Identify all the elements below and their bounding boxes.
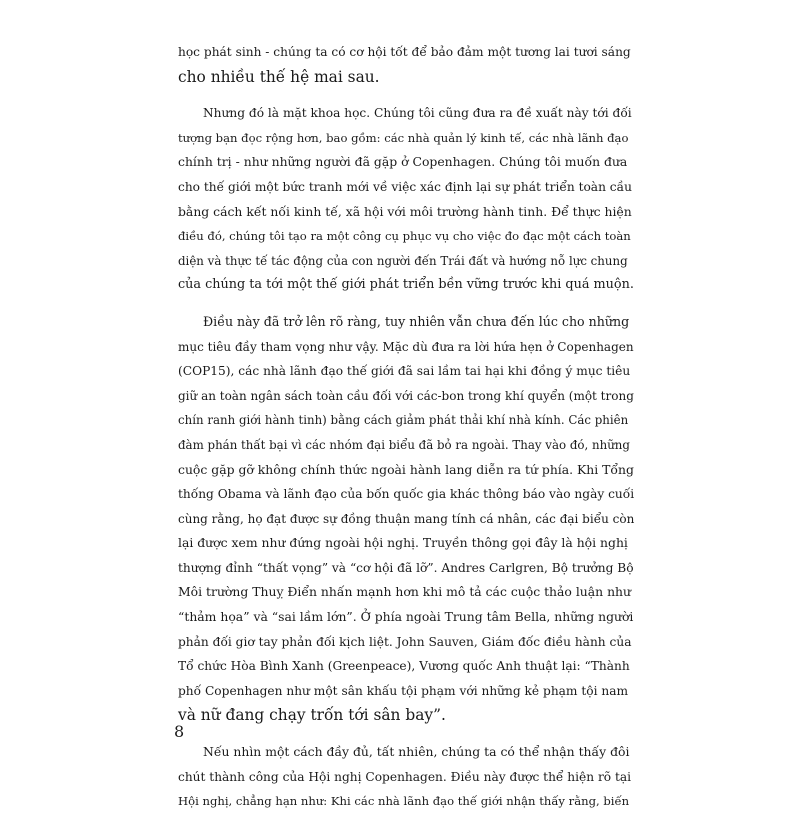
- body-text: [178, 40, 634, 814]
- text-line: cuộc gặp gỡ không chính thức ngoài hành lang diễn ra tứ phía. Khi Tổng: [178, 461, 634, 477]
- text-line: bằng cách kết nối kinh tế, xã hội với môi trường hành tinh. Để thực hiện: [178, 203, 632, 219]
- text-line: điều đó, chúng tôi tạo ra một công cụ phục vụ cho việc đo đạc một cách toàn: [178, 229, 631, 244]
- text-line: cho thế giới một bức tranh mới về việc xác định lại sự phát triển toàn cầu: [178, 179, 632, 194]
- text-line: Hội nghị, chẳng hạn như: Khi các nhà lãnh đạo thế giới nhận thấy rằng, biến: [178, 794, 630, 809]
- text-line: diện và thực tế tác động của con người đến Trái đất và hướng nỗ lực chung: [178, 253, 628, 268]
- text-line: đàm phán thất bại vì các nhóm đại biểu đã bỏ ra ngoài. Thay vào đó, những: [178, 437, 630, 452]
- text-line: Điều này đã trở lên rõ ràng, tuy nhiên vẫn chưa đến lúc cho những: [203, 313, 630, 329]
- text-line: cùng rằng, họ đạt được sự đồng thuận mang tính cá nhân, các đại biểu còn: [178, 511, 635, 526]
- text-line: học phát sinh - chúng ta có cơ hội tốt để bảo đảm một tương lai tươi sáng: [178, 45, 631, 59]
- text-line: (COP15), các nhà lãnh đạo thế giới đã sai lầm tai hại khi đồng ý mục tiêu: [178, 364, 631, 379]
- text-line: chính trị - như những người đã gặp ở Copenhagen. Chúng tôi muốn đưa: [178, 154, 628, 170]
- text-line: và nữ đang chạy trốn tới sân bay”.: [178, 706, 446, 725]
- paragraph: [178, 310, 634, 728]
- text-line: lại được xem như đứng ngoài hội nghị. Truyền thông gọi đây là hội nghị: [178, 535, 628, 551]
- text-line: thượng đỉnh “thất vọng” và “cơ hội đã lỡ”. Andres Carlgren, Bộ trưởng Bộ: [178, 560, 634, 575]
- text-line: “thảm họa” và “sai lầm lớn”. Ở phía ngoài Trung tâm Bella, những người: [178, 609, 634, 625]
- page-number: 8: [174, 722, 185, 741]
- text-line: chút thành công của Hội nghị Copenhagen. Điều này được thể hiện rõ tại: [178, 769, 632, 784]
- text-line: thống Obama và lãnh đạo của bốn quốc gia khác thông báo vào ngày cuối: [178, 487, 635, 502]
- text-line: phố Copenhagen như một sân khấu tội phạm với những kẻ phạm tội nam: [178, 683, 629, 698]
- text-line: Nhưng đó là mặt khoa học. Chúng tôi cũng đưa ra đề xuất này tới đối: [203, 106, 632, 121]
- text-line: Nếu nhìn một cách đầy đủ, tất nhiên, chúng ta có thể nhận thấy đôi: [203, 744, 630, 760]
- text-line: chín ranh giới hành tinh) bằng cách giảm phát thải khí nhà kính. Các phiên: [178, 413, 629, 428]
- text-line: cho nhiều thế hệ mai sau.: [178, 67, 380, 86]
- paragraph: [178, 40, 634, 89]
- paragraph: [178, 740, 634, 814]
- text-line: Tổ chức Hòa Bình Xanh (Greenpeace), Vương quốc Anh thuật lại: “Thành: [178, 659, 630, 674]
- text-line: mục tiêu đầy tham vọng như vậy. Mặc dù đưa ra lời hứa hẹn ở Copenhagen: [178, 339, 634, 354]
- text-line: Môi trường Thuỵ Điển nhấn mạnh hơn khi mô tả các cuộc thảo luận như: [178, 584, 632, 600]
- text-line: của chúng ta tới một thế giới phát triển bền vững trước khi quá muộn.: [178, 277, 634, 293]
- paragraph: [178, 101, 634, 298]
- text-line: tượng bạn đọc rộng hơn, bao gồm: các nhà quản lý kinh tế, các nhà lãnh đạo: [178, 130, 629, 145]
- text-line: giữ an toàn ngân sách toàn cầu đối với các-bon trong khí quyển (một trong: [178, 388, 634, 403]
- text-line: phản đối giơ tay phản đối kịch liệt. John Sauven, Giám đốc điều hành của: [178, 634, 632, 649]
